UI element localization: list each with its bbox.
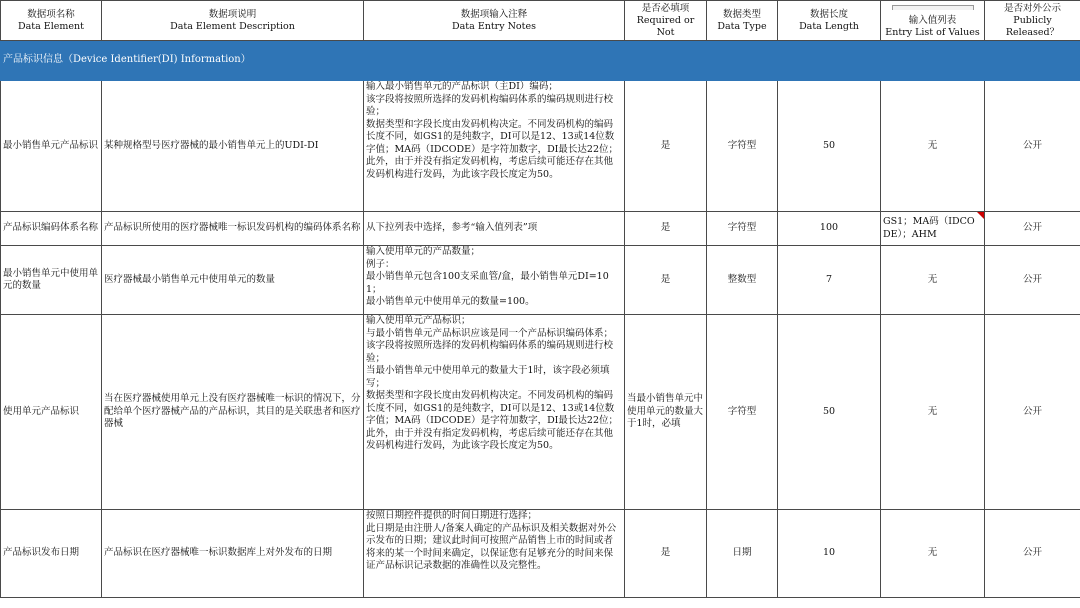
cell-type[interactable]: 字符型 (707, 315, 778, 510)
header-row (1, 1, 1080, 41)
table-row (1, 212, 1080, 246)
header-entry-list[interactable]: 输入值列表 Entry List of Values (881, 1, 985, 41)
table-row (1, 315, 1080, 510)
table-row (1, 246, 1080, 315)
cell-notes[interactable]: 输入最小销售单元的产品标识（主DI）编码； 该字段将按照所选择的发码机构编码体系的编码规则进行校验； 数据类型和字段长度由发码机构决定。不同发码机构的编码长度不同，如GS1的是纯数字，DI可以是12、13或14位数字值；MA码（IDCODE）是字符加数字，DI最长达22位； 此外，由于并没有指定发码机构，考虑后续可能还存在其他发码机构进行发码，为此该字段长度定为50。 (364, 81, 625, 212)
cell-required[interactable]: 当最小销售单元中使用单元的数量大于1时，必填 (625, 315, 707, 510)
cell-type[interactable]: 字符型 (707, 81, 778, 212)
cell-values[interactable]: 无 (881, 510, 985, 598)
cell-notes[interactable]: 输入使用单元的产品数量； 例子： 最小销售单元包含100支采血管/盒，最小销售单元DI=101； 最小销售单元中使用单元的数量=100。 (364, 246, 625, 315)
cell-name[interactable]: 产品标识发布日期 (1, 510, 102, 598)
cell-type[interactable]: 日期 (707, 510, 778, 598)
cell-required[interactable]: 是 (625, 246, 707, 315)
table-row (1, 81, 1080, 212)
section-header-row (1, 41, 1080, 81)
cell-length[interactable]: 7 (778, 246, 881, 315)
cell-name[interactable]: 最小销售单元产品标识 (1, 81, 102, 212)
cell-type[interactable]: 字符型 (707, 212, 778, 246)
header-required[interactable]: 是否必填项 Required or Not (625, 1, 707, 41)
cell-name[interactable]: 使用单元产品标识 (1, 315, 102, 510)
header-data-type[interactable]: 数据类型 Data Type (707, 1, 778, 41)
cell-description[interactable]: 产品标识在医疗器械唯一标识数据库上对外发布的日期 (102, 510, 364, 598)
cell-public[interactable]: 公开 (985, 212, 1080, 246)
cell-values[interactable]: 无 (881, 246, 985, 315)
section-title[interactable]: 产品标识信息（Device Identifier(DI) Information） (1, 41, 1080, 81)
cell-description[interactable]: 某种规格型号医疗器械的最小销售单元上的UDI-DI (102, 81, 364, 212)
header-public[interactable]: 是否对外公示 Publicly Released？ (985, 1, 1080, 41)
cell-length[interactable]: 100 (778, 212, 881, 246)
cell-required[interactable]: 是 (625, 510, 707, 598)
cell-description[interactable]: 产品标识所使用的医疗器械唯一标识发码机构的编码体系名称 (102, 212, 364, 246)
header-data-element[interactable]: 数据项名称 Data Element (1, 1, 102, 41)
cell-public-text: 公开 (1022, 547, 1042, 559)
cell-public[interactable]: 公开 (985, 81, 1080, 212)
cell-name[interactable]: 最小销售单元中使用单元的数量 (1, 246, 102, 315)
cell-values[interactable]: 无 (881, 81, 985, 212)
cell-notes[interactable]: 从下拉列表中选择，参考“输入值列表”项 (364, 212, 625, 246)
cell-required[interactable]: 是 (625, 212, 707, 246)
cell-length[interactable]: 10 (778, 510, 881, 598)
header-data-length[interactable]: 数据长度 Data Length (778, 1, 881, 41)
table-row (1, 510, 1080, 598)
cell-public[interactable]: 公开 (985, 315, 1080, 510)
cell-notes[interactable]: 按照日期控件提供的时间日期进行选择； 此日期是由注册人/备案人确定的产品标识及相关数据对外公示发布的日期；建议此时间可按照产品销售上市的时间或者将来的某一个时间来确定，以保证您有足够充分的时间来保证产品标识记录数据的准确性以及完整性。 (364, 510, 625, 598)
cell-length[interactable]: 50 (778, 81, 881, 212)
filter-tab[interactable] (883, 3, 982, 15)
cell-values[interactable]: 无 (881, 315, 985, 510)
cell-public[interactable]: 公开 (985, 246, 1080, 315)
cell-length[interactable]: 50 (778, 315, 881, 510)
cell-notes[interactable]: 输入使用单元产品标识； 与最小销售单元产品标识应该是同一个产品标识编码体系； 该字段将按照所选择的发码机构编码体系的编码规则进行校验； 当最小销售单元中使用单元的数量大于1时，该字段必须填写； 数据类型和字段长度由发码机构决定。不同发码机构的编码长度不同，如GS1的是纯数字，DI可以是12、13或14位数字值；MA码（IDCODE）是字符加数字，DI最长达22位； 此外，由于并没有指定发码机构，考虑后续可能还存在其他发码机构进行发码，为此该字段长度定为50。 (364, 315, 625, 510)
cell-public[interactable] (985, 510, 1080, 598)
header-entry-notes[interactable]: 数据项输入注释 Data Entry Notes (364, 1, 625, 41)
cell-description[interactable]: 医疗器械最小销售单元中使用单元的数量 (102, 246, 364, 315)
cell-name[interactable]: 产品标识编码体系名称 (1, 212, 102, 246)
cell-values[interactable] (881, 212, 985, 246)
comment-indicator-icon[interactable] (977, 212, 984, 219)
header-description[interactable]: 数据项说明 Data Element Description (102, 1, 364, 41)
cell-type[interactable]: 整数型 (707, 246, 778, 315)
cell-required[interactable]: 是 (625, 81, 707, 212)
cell-description[interactable]: 当在医疗器械使用单元上没有医疗器械唯一标识的情况下，分配给单个医疗器械产品的产品标识，其目的是关联患者和医疗器械 (102, 315, 364, 510)
cell-values-text: GS1；MA码（IDCODE）；AHM (883, 216, 975, 240)
